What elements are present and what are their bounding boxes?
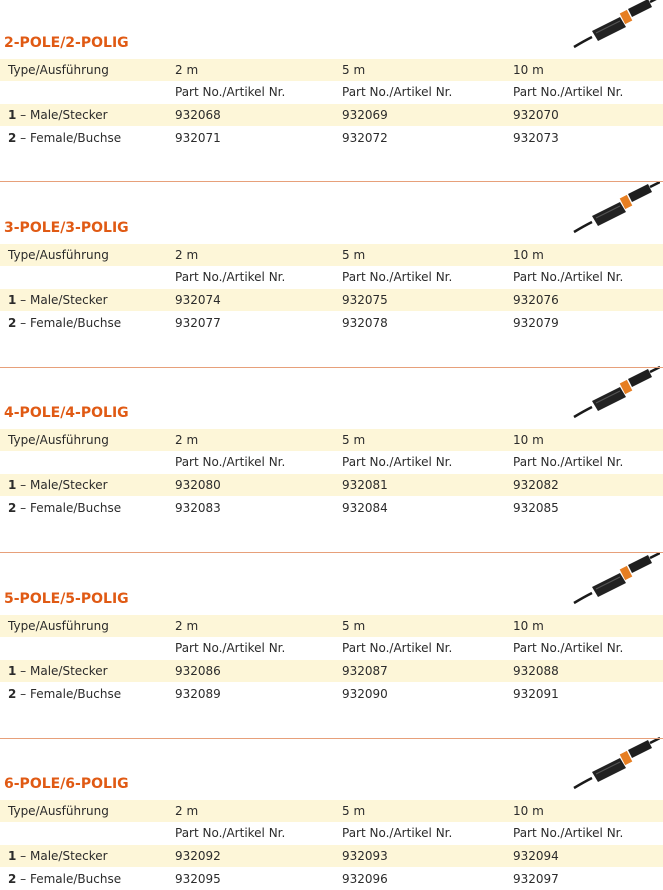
part-number: 932083 — [175, 501, 221, 515]
part-number-label: Part No./Artikel Nr. — [513, 826, 624, 840]
variant-number: 1 — [8, 664, 17, 678]
variant-label: – Male/Stecker — [16, 478, 108, 492]
part-number: 932080 — [175, 478, 221, 492]
part-number-label: Part No./Artikel Nr. — [513, 270, 624, 284]
length-label: 2 m — [175, 804, 199, 818]
part-number-header-row — [0, 266, 663, 288]
length-label: 5 m — [342, 248, 366, 262]
variant-label: – Female/Buchse — [16, 316, 122, 330]
header-row — [0, 244, 663, 266]
length-label: 2 m — [175, 63, 199, 77]
length-label: 10 m — [513, 619, 544, 633]
part-number: 932087 — [342, 664, 388, 678]
section-title: 2-POLE/2-POLIG — [4, 35, 129, 51]
part-number: 932075 — [342, 293, 388, 307]
length-label: 2 m — [175, 619, 199, 633]
part-number: 932090 — [342, 687, 388, 701]
part-number-header-row — [0, 637, 663, 659]
part-number: 932095 — [175, 872, 221, 886]
table-row — [0, 474, 663, 496]
section-divider — [0, 181, 663, 182]
variant-number: 2 — [8, 131, 17, 145]
table-row — [0, 683, 663, 705]
section-title: 6-POLE/6-POLIG — [4, 776, 129, 792]
part-number: 932091 — [513, 687, 559, 701]
type-label: Type/Ausführung — [8, 619, 109, 633]
part-number: 932079 — [513, 316, 559, 330]
table-row — [0, 845, 663, 867]
part-number-label: Part No./Artikel Nr. — [175, 85, 286, 99]
part-number: 932072 — [342, 131, 388, 145]
part-number-label: Part No./Artikel Nr. — [513, 455, 624, 469]
part-number: 932093 — [342, 849, 388, 863]
part-number: 932081 — [342, 478, 388, 492]
length-label: 5 m — [342, 433, 366, 447]
part-number: 932073 — [513, 131, 559, 145]
length-label: 10 m — [513, 248, 544, 262]
variant-cell — [8, 845, 108, 867]
connector-cable-icon — [570, 365, 660, 423]
part-number-label: Part No./Artikel Nr. — [175, 455, 286, 469]
table-row — [0, 127, 663, 149]
part-number: 932074 — [175, 293, 221, 307]
part-number: 932069 — [342, 108, 388, 122]
header-row — [0, 615, 663, 637]
variant-label: – Female/Buchse — [16, 872, 122, 886]
part-number: 932068 — [175, 108, 221, 122]
variant-number: 1 — [8, 293, 17, 307]
part-number: 932077 — [175, 316, 221, 330]
variant-label: – Female/Buchse — [16, 687, 122, 701]
variant-cell — [8, 497, 121, 519]
variant-cell — [8, 474, 108, 496]
header-row — [0, 800, 663, 822]
part-number-label: Part No./Artikel Nr. — [513, 641, 624, 655]
part-number-label: Part No./Artikel Nr. — [342, 641, 453, 655]
part-number: 932071 — [175, 131, 221, 145]
table-row — [0, 289, 663, 311]
part-number-header-row — [0, 451, 663, 473]
table-row — [0, 868, 663, 890]
length-label: 2 m — [175, 433, 199, 447]
length-label: 5 m — [342, 619, 366, 633]
part-number: 932097 — [513, 872, 559, 886]
part-number-label: Part No./Artikel Nr. — [342, 826, 453, 840]
variant-label: – Male/Stecker — [16, 108, 108, 122]
variant-number: 1 — [8, 478, 17, 492]
header-row — [0, 429, 663, 451]
table-row — [0, 312, 663, 334]
variant-label: – Male/Stecker — [16, 293, 108, 307]
type-label: Type/Ausführung — [8, 63, 109, 77]
length-label: 2 m — [175, 248, 199, 262]
header-row — [0, 59, 663, 81]
variant-number: 1 — [8, 108, 17, 122]
part-number-header-row — [0, 822, 663, 844]
part-number: 932084 — [342, 501, 388, 515]
part-number-label: Part No./Artikel Nr. — [513, 85, 624, 99]
variant-cell — [8, 868, 121, 890]
variant-number: 1 — [8, 849, 17, 863]
part-number: 932070 — [513, 108, 559, 122]
length-label: 5 m — [342, 63, 366, 77]
table-row — [0, 497, 663, 519]
part-number: 932076 — [513, 293, 559, 307]
type-label: Type/Ausführung — [8, 248, 109, 262]
variant-label: – Male/Stecker — [16, 849, 108, 863]
part-number: 932088 — [513, 664, 559, 678]
section-divider — [0, 552, 663, 553]
part-number: 932094 — [513, 849, 559, 863]
table-row — [0, 660, 663, 682]
part-number-label: Part No./Artikel Nr. — [175, 641, 286, 655]
variant-cell — [8, 312, 121, 334]
part-number-label: Part No./Artikel Nr. — [342, 455, 453, 469]
section-title: 3-POLE/3-POLIG — [4, 220, 129, 236]
part-number: 932082 — [513, 478, 559, 492]
variant-number: 2 — [8, 501, 17, 515]
length-label: 10 m — [513, 433, 544, 447]
variant-label: – Female/Buchse — [16, 501, 122, 515]
length-label: 10 m — [513, 63, 544, 77]
part-number-label: Part No./Artikel Nr. — [342, 85, 453, 99]
connector-cable-icon — [570, 736, 660, 794]
part-number: 932086 — [175, 664, 221, 678]
part-number: 932096 — [342, 872, 388, 886]
type-label: Type/Ausführung — [8, 433, 109, 447]
part-number: 932089 — [175, 687, 221, 701]
connector-cable-icon — [570, 180, 660, 238]
part-number: 932092 — [175, 849, 221, 863]
variant-number: 2 — [8, 872, 17, 886]
connector-cable-icon — [570, 0, 660, 53]
part-number-header-row — [0, 81, 663, 103]
section-divider — [0, 367, 663, 368]
part-number: 932078 — [342, 316, 388, 330]
part-number-label: Part No./Artikel Nr. — [342, 270, 453, 284]
variant-cell — [8, 289, 108, 311]
length-label: 10 m — [513, 804, 544, 818]
part-number-label: Part No./Artikel Nr. — [175, 270, 286, 284]
connector-cable-icon — [570, 551, 660, 609]
variant-cell — [8, 127, 121, 149]
length-label: 5 m — [342, 804, 366, 818]
variant-label: – Female/Buchse — [16, 131, 122, 145]
section-divider — [0, 738, 663, 739]
variant-label: – Male/Stecker — [16, 664, 108, 678]
variant-cell — [8, 104, 108, 126]
part-number-label: Part No./Artikel Nr. — [175, 826, 286, 840]
variant-cell — [8, 660, 108, 682]
section-title: 4-POLE/4-POLIG — [4, 405, 129, 421]
variant-number: 2 — [8, 316, 17, 330]
type-label: Type/Ausführung — [8, 804, 109, 818]
variant-cell — [8, 683, 121, 705]
part-number: 932085 — [513, 501, 559, 515]
table-row — [0, 104, 663, 126]
section-title: 5-POLE/5-POLIG — [4, 591, 129, 607]
variant-number: 2 — [8, 687, 17, 701]
